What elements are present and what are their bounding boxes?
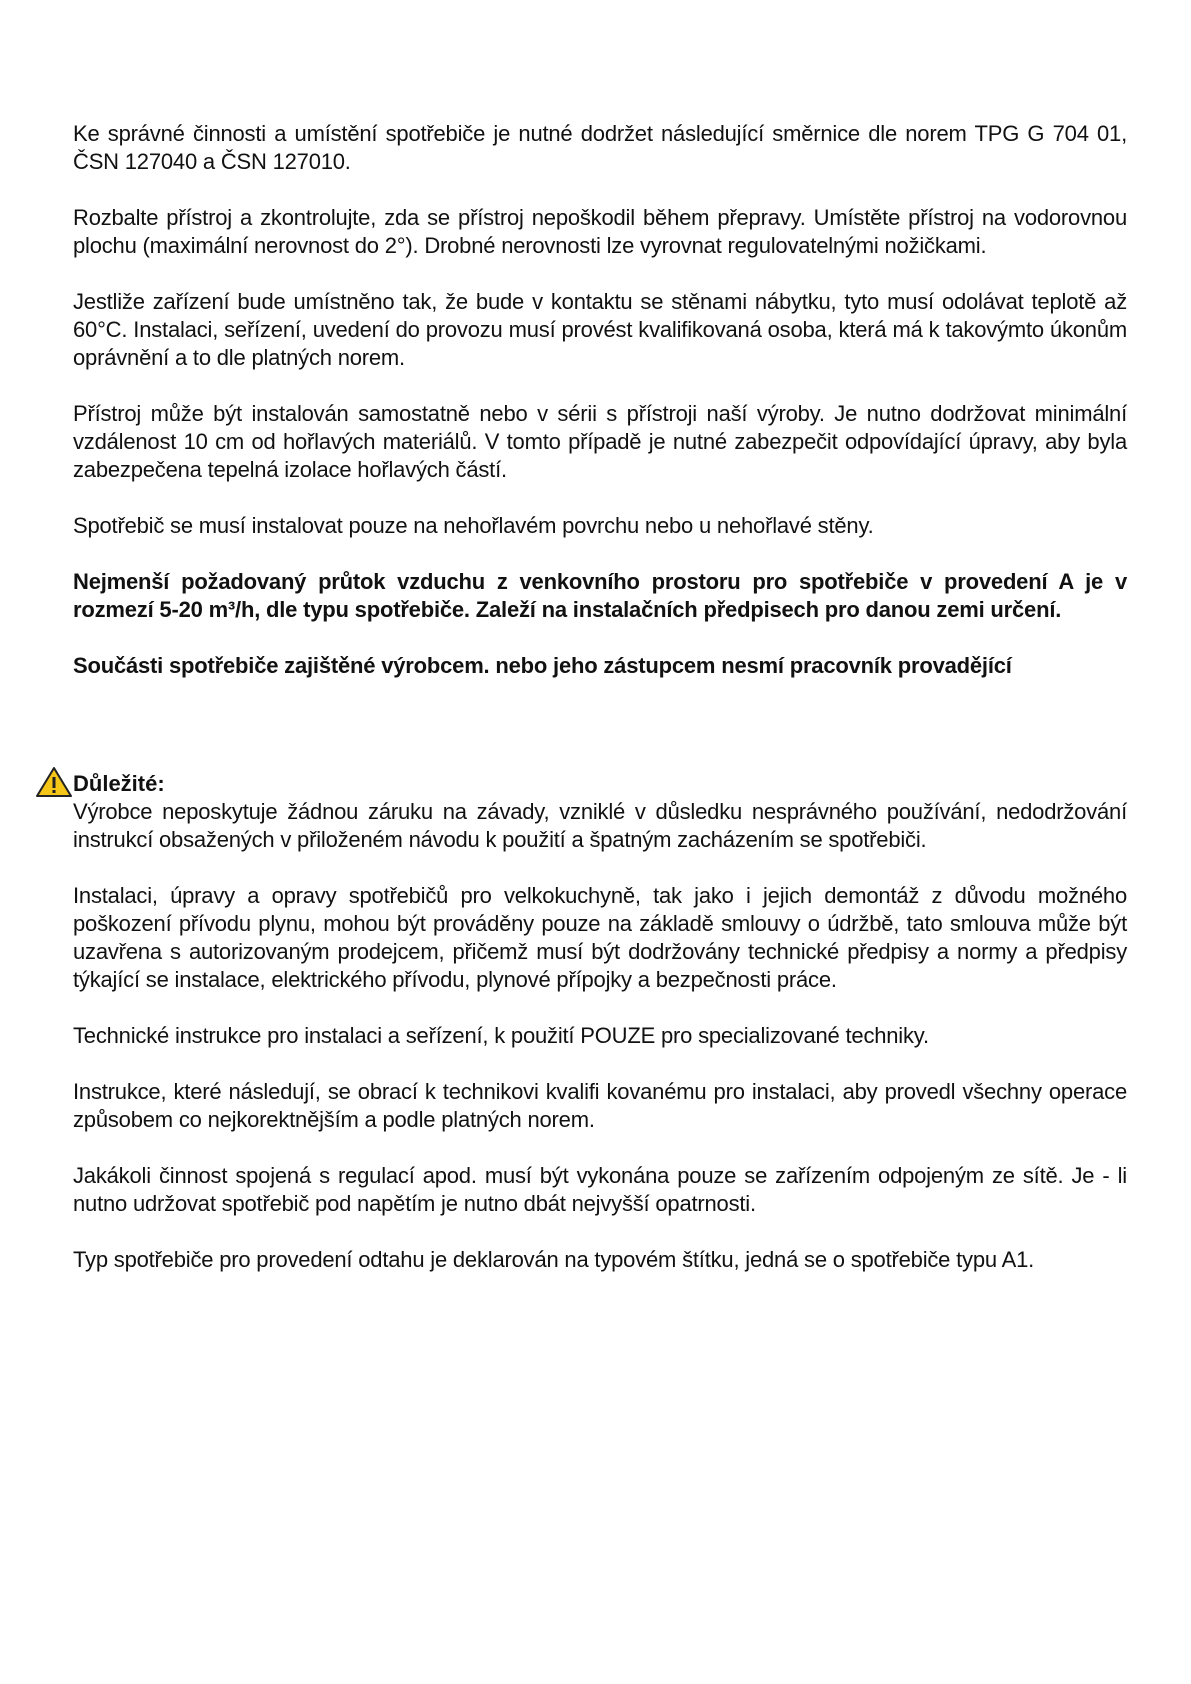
paragraph-components: Součásti spotřebiče zajištěné výrobcem. nebo jeho zástupcem nesmí pracovník provadějící — [73, 653, 1012, 678]
warning-triangle-icon — [35, 766, 73, 798]
warning-title: Důležité: — [73, 771, 165, 796]
paragraph-warranty: Výrobce neposkytuje žádnou záruku na závady, vzniklé v důsledku nesprávného používání, nedodržování instrukcí obsažených v přiloženém návodu k použití a špatným zacházením se spotřebiči. — [73, 799, 1127, 852]
paragraph-airflow: Nejmenší požadovaný průtok vzduchu z venkovního prostoru pro spotřebiče v provedení A je v rozmezí 5-20 m³/h, dle typu spotřebiče. Zaleží na instalačních předpisech pro danou zemi určení. — [73, 569, 1127, 622]
warning-section — [73, 768, 1127, 1274]
paragraph-technicians-only: Technické instrukce pro instalaci a seřízení, k použití POUZE pro specializované techniky. — [73, 1023, 929, 1048]
document-page — [73, 120, 1127, 1302]
paragraph-nonflammable-surface: Spotřebič se musí instalovat pouze na nehořlavém povrchu nebo u nehořlavé stěny. — [73, 513, 874, 538]
warning-heading — [35, 768, 1089, 798]
paragraph-maintenance-contract: Instalaci, úpravy a opravy spotřebičů pro velkokuchyně, tak jako i jejich demontáž z důvodu možného poškození přívodu plynu, mohou být prováděny pouze na základě smlouvy o údržbě, tato smlouva může být uzavřena s autorizovaným prodejcem, přičemž musí být dodržovány technické předpisy a normy a předpisy týkající se instalace, elektrického přívodu, plynové přípojky a bezpečnosti práce. — [73, 883, 1127, 992]
paragraph-appliance-type: Typ spotřebiče pro provedení odtahu je deklarován na typovém štítku, jedná se o spotřebiče typu A1. — [73, 1247, 1035, 1272]
paragraph-wall-contact: Jestliže zařízení bude umístněno tak, že bude v kontaktu se stěnami nábytku, tyto musí odolávat teplotě až 60°C. Instalaci, seřízení, uvedení do provozu musí provést kvalifikovaná osoba, která má k takovýmto úkonům oprávnění a to dle platných norem. — [73, 289, 1127, 370]
paragraph-standards: Ke správné činnosti a umístění spotřebiče je nutné dodržet následující směrnice dle norem TPG G 704 01, ČSN 127040 a ČSN 127010. — [73, 121, 1127, 174]
paragraph-unpacking: Rozbalte přístroj a zkontrolujte, zda se přístroj nepoškodil během přepravy. Umístěte přístroj na vodorovnou plochu (maximální nerovnost do 2°). Drobné nerovnosti lze vyrovnat regulovatelnými nožičkami. — [73, 205, 1127, 258]
paragraph-disconnect: Jakákoli činnost spojená s regulací apod. musí být vykonána pouze se zařízením odpojeným ze sítě. Je - li nutno udržovat spotřebič pod napětím je nutno dbát nejvyšší opatrnosti. — [73, 1163, 1127, 1216]
paragraph-instructions: Instrukce, které následují, se obrací k technikovi kvalifi kovanému pro instalaci, aby provedl všechny operace způsobem co nejkorektnějším a podle platných norem. — [73, 1079, 1127, 1132]
paragraph-installation-distance: Přístroj může být instalován samostatně nebo v sérii s přístroji naší výroby. Je nutno dodržovat minimální vzdálenost 10 cm od hořlavých materiálů. V tomto případě je nutné zabezpečit odpovídající úpravy, aby byla zabezpečena tepelná izolace hořlavých částí. — [73, 401, 1127, 482]
